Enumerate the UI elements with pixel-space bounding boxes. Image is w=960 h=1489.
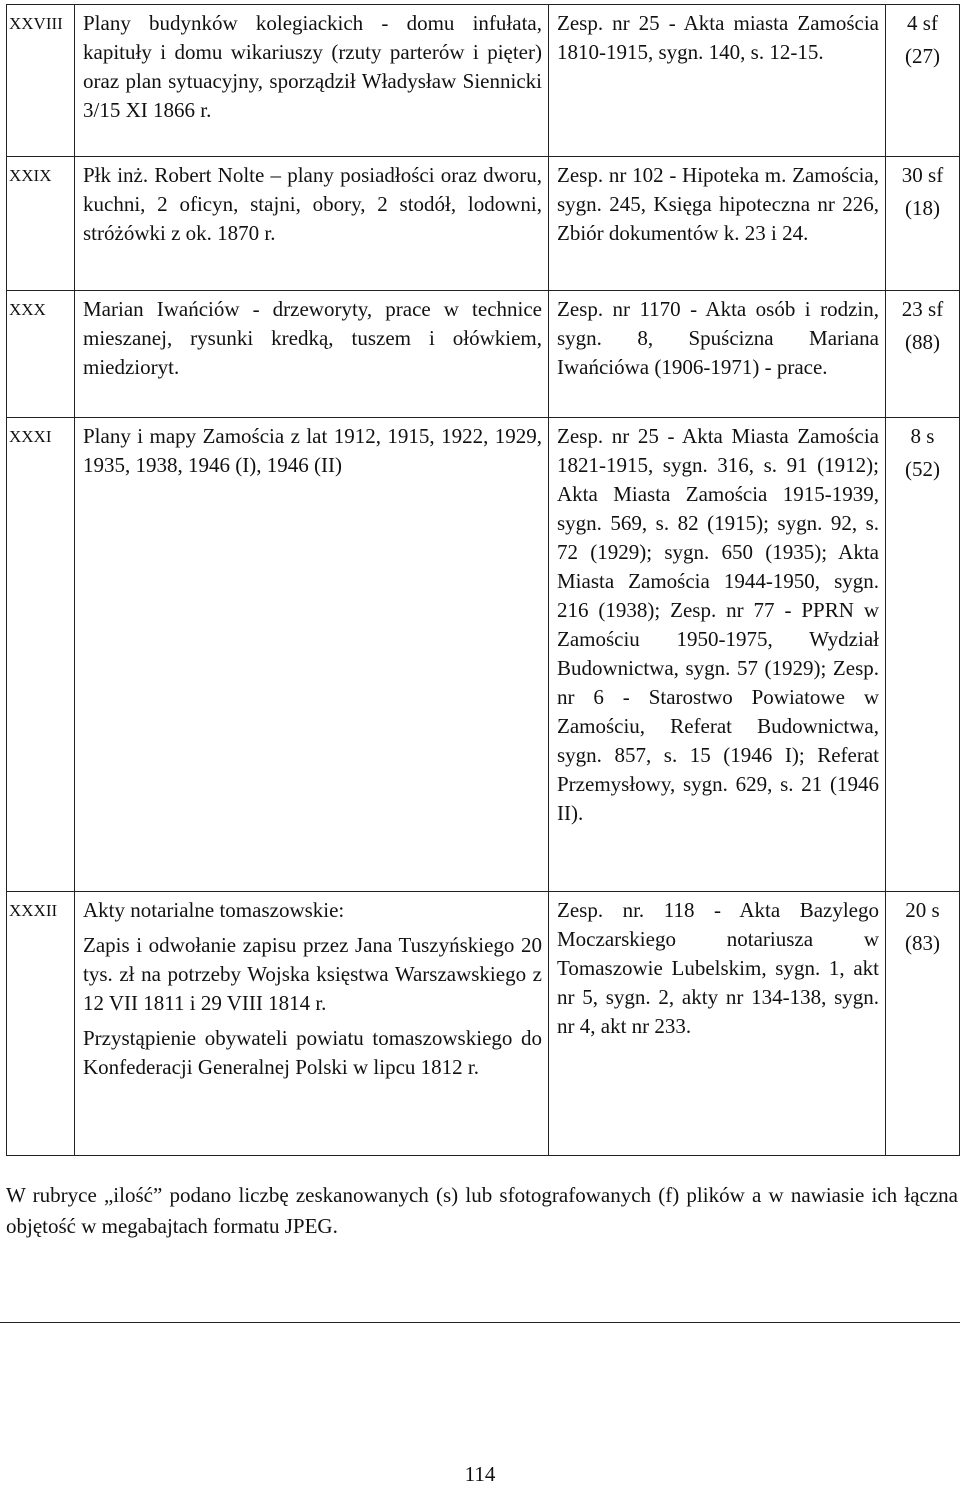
quantity-size: (27) — [905, 44, 940, 68]
row-quantity — [886, 291, 960, 418]
quantity-count: 30 sf — [901, 163, 944, 187]
page-divider — [0, 1322, 960, 1323]
description-paragraph: Marian Iwańciów - drzeworyty, prace w technice mieszanej, rysunki kredką, tuszem i ołówkiem, miedzioryt. — [83, 297, 542, 379]
table-row — [7, 892, 960, 1156]
table-row — [7, 5, 960, 157]
row-source: Zesp. nr. 118 - Akta Bazylego Moczarskiego notariusza w Tomaszowie Lubelskim, sygn. 1, akt nr 5, sygn. 2, akty nr 134-138, sygn. nr 4, akt nr 233. — [549, 892, 886, 1156]
row-source: Zesp. nr 1170 - Akta osób i rodzin, sygn. 8, Spuścizna Mariana Iwańciówa (1906-1971) - prace. — [549, 291, 886, 418]
row-description — [75, 892, 549, 1156]
description-paragraph: Akty notarialne tomaszowskie: — [83, 898, 345, 922]
quantity-size: (83) — [905, 931, 940, 955]
table-row — [7, 157, 960, 291]
quantity-count: 4 sf — [907, 11, 938, 35]
row-source: Zesp. nr 25 - Akta Miasta Zamościa 1821-1915, sygn. 316, s. 91 (1912); Akta Miasta Zamościa 1915-1939, sygn. 569, s. 82 (1915); sygn. 92, s. 72 (1929); sygn. 650 (1935); Akta Miasta Zamościa 1944-1950, sygn. 216 (1938); Zesp. nr 77 - PPRN w Zamościu 1950-1975, Wydział Budownictwa, sygn. 57 (1929); Zesp. nr 6 - Starostwo Powiatowe w Zamościu, Referat Budownictwa, sygn. 857, s. 15 (1946 I); Referat Przemysłowy, sygn. 629, s. 21 (1946 II). — [549, 418, 886, 892]
page-number: 114 — [464, 1462, 496, 1486]
description-paragraph: Płk inż. Robert Nolte – plany posiadłości oraz dworu, kuchni, 2 oficyn, stajni, obory, 2 stodół, lodowni, stróżówki z ok. 1870 r. — [83, 163, 542, 245]
row-quantity — [886, 418, 960, 892]
catalog-table — [6, 4, 960, 1156]
quantity-size: (18) — [905, 196, 940, 220]
quantity-count: 23 sf — [901, 297, 944, 321]
quantity-count: 8 s — [910, 424, 935, 448]
row-number: XXVIII — [7, 5, 75, 157]
row-quantity — [886, 5, 960, 157]
description-paragraph: Przystąpienie obywateli powiatu tomaszowskiego do Konfederacji Generalnej Polski w lipcu 1812 r. — [83, 1026, 542, 1079]
description-paragraph: Zapis i odwołanie zapisu przez Jana Tuszyńskiego 20 tys. zł na potrzeby Wojska księstwa Warszawskiego z 12 VII 1811 i 29 VIII 1814 r. — [83, 933, 542, 1015]
row-quantity — [886, 157, 960, 291]
row-quantity — [886, 892, 960, 1156]
row-number: XXIX — [7, 157, 75, 291]
row-number: XXXI — [7, 418, 75, 892]
row-description — [75, 291, 549, 418]
table-row — [7, 418, 960, 892]
quantity-count: 20 s — [905, 898, 940, 922]
row-source: Zesp. nr 25 - Akta miasta Zamościa 1810-1915, sygn. 140, s. 12-15. — [549, 5, 886, 157]
row-description — [75, 5, 549, 157]
description-paragraph: Plany budynków kolegiackich - domu infułata, kapituły i domu wikariuszy (rzuty parterów i pięter) oraz plan sytuacyjny, sporządził Władysław Siennicki 3/15 XI 1866 r. — [83, 11, 542, 122]
row-number: XXXII — [7, 892, 75, 1156]
footnote: W rubryce „ilość” podano liczbę zeskanowanych (s) lub sfotografowanych (f) plików a w nawiasie ich łączna objętość w megabajtach formatu JPEG. — [6, 1183, 958, 1238]
row-source: Zesp. nr 102 - Hipoteka m. Zamościa, sygn. 245, Księga hipoteczna nr 226, Zbiór dokumentów k. 23 i 24. — [549, 157, 886, 291]
table-row — [7, 291, 960, 418]
quantity-size: (88) — [905, 330, 940, 354]
description-paragraph: Plany i mapy Zamościa z lat 1912, 1915, 1922, 1929, 1935, 1938, 1946 (I), 1946 (II) — [83, 424, 542, 477]
row-number: XXX — [7, 291, 75, 418]
row-description — [75, 157, 549, 291]
quantity-size: (52) — [905, 457, 940, 481]
row-description — [75, 418, 549, 892]
